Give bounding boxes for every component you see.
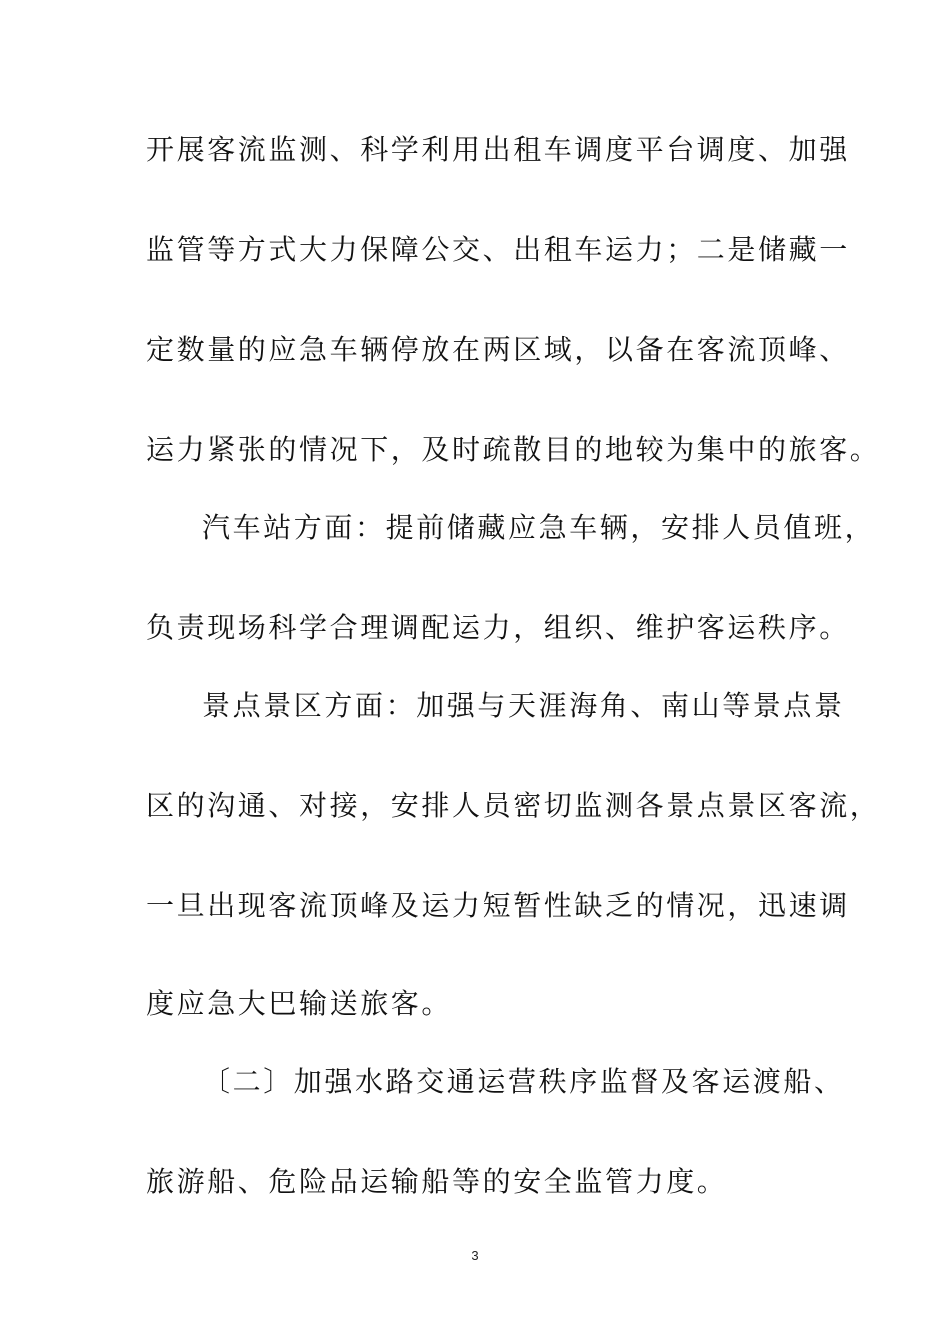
text-line-2: 监管等方式大力保障公交、出租车运力；二是储藏一 (146, 233, 850, 266)
text-line-11: 〔二〕加强水路交通运营秩序监督及客运渡船、 (202, 1065, 845, 1098)
text-line-10: 度应急大巴输送旅客。 (146, 987, 453, 1020)
text-line-9: 一旦出现客流顶峰及运力短暂性缺乏的情况，迅速调 (146, 889, 850, 922)
text-line-7: 景点景区方面：加强与天涯海角、南山等景点景 (202, 689, 845, 722)
text-line-3: 定数量的应急车辆停放在两区域，以备在客流顶峰、 (146, 333, 850, 366)
text-line-1: 开展客流监测、科学利用出租车调度平台调度、加强 (146, 133, 850, 166)
text-line-6: 负责现场科学合理调配运力，组织、维护客运秩序。 (146, 611, 850, 644)
text-line-8: 区的沟通、对接，安排人员密切监测各景点景区客流， (146, 789, 881, 822)
page-number: 3 (471, 1248, 479, 1263)
text-line-5: 汽车站方面：提前储藏应急车辆，安排人员值班， (202, 511, 876, 544)
text-line-12: 旅游船、危险品运输船等的安全监管力度。 (146, 1165, 728, 1198)
text-line-4: 运力紧张的情况下，及时疏散目的地较为集中的旅客。 (146, 433, 881, 466)
